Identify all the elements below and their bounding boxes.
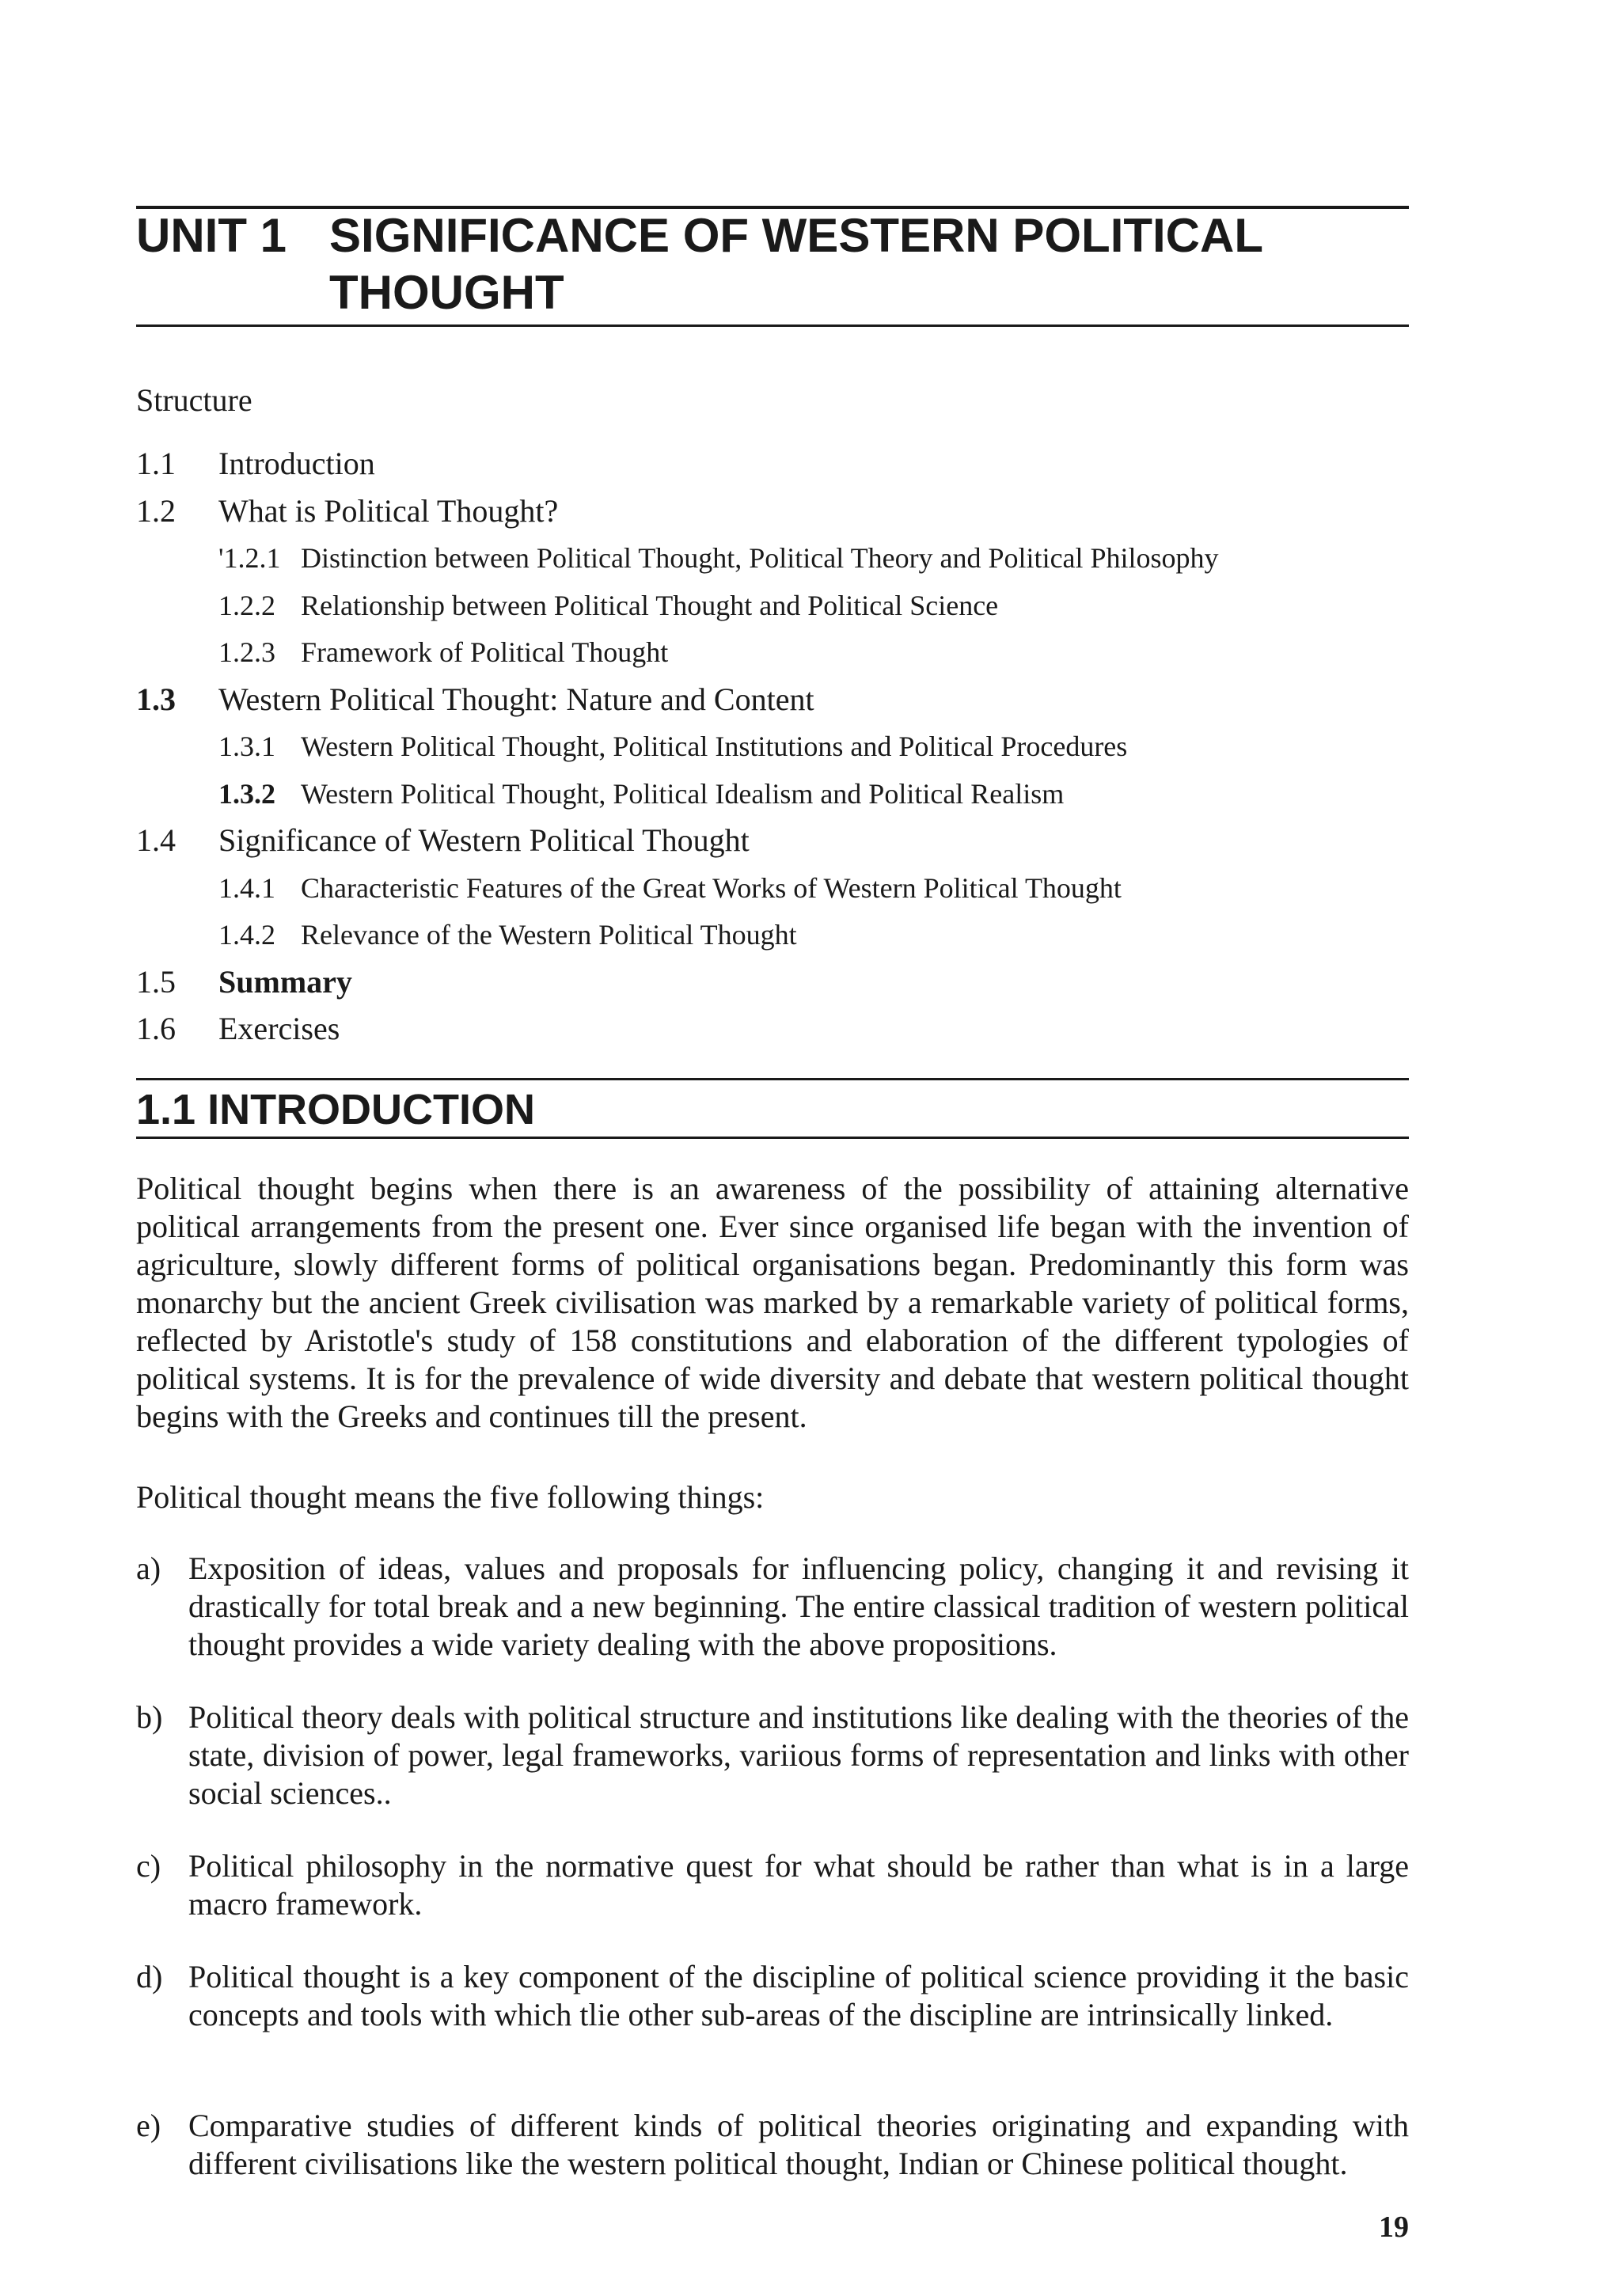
structure-item-number: 1.5 <box>136 963 176 1000</box>
structure-item-label: Significance of Western Political Thought <box>218 822 750 858</box>
list-item-text: Political philosophy in the normative quest for what should be rather than what is in a large macro framework. <box>188 1848 1409 1922</box>
list-item-text: Exposition of ideas, values and proposals for influencing policy, changing it and revising it drastically for total break and a new beginning. The entire classical tradition of western political thought provides a wide variety dealing with the above propositions. <box>188 1550 1409 1662</box>
introduction-paragraph-2: Political thought means the five following things: <box>136 1479 765 1515</box>
introduction-paragraph-1: Political thought begins when there is an awareness of the possibility of attaining alternative political arrangements from the present one. Ever since organised life began with the invention of agriculture, slowly different forms of political organisations began. Predominantly this form was monarchy but the ancient Greek civilisation was marked by a remarkable variety of political forms, reflected by Aristotle's study of 158 constitutions and elaboration of the different typologies of political systems. It is for the prevalence of wide diversity and debate that western political thought begins with the Greeks and continues till the present. <box>136 1171 1409 1434</box>
page-number: 19 <box>1379 2211 1409 2244</box>
structure-item <box>136 869 1418 917</box>
structure-item <box>136 822 1418 869</box>
structure-item-number: 1.2.2 <box>218 589 275 621</box>
structure-item-label: Western Political Thought, Political Idealism and Political Realism <box>301 777 1065 810</box>
structure-item-label: Western Political Thought: Nature and Content <box>218 681 814 717</box>
structure-item-label: Exercises <box>218 1011 340 1046</box>
structure-item-label: Relevance of the Western Political Thought <box>301 919 797 951</box>
structure-item-number: 1.3 <box>136 681 176 717</box>
title-bottom-rule <box>136 324 1409 327</box>
list-marker: e) <box>136 2108 161 2143</box>
structure-item-number: 1.2 <box>136 492 176 529</box>
section-heading-introduction: 1.1 INTRODUCTION <box>136 1086 536 1133</box>
structure-item-label: What is Political Thought? <box>218 492 559 529</box>
structure-item <box>136 539 1418 586</box>
list-item-text: Comparative studies of different kinds of political theories originating and expanding with different civilisations like the western political thought, Indian or Chinese political thought. <box>188 2108 1409 2181</box>
structure-item <box>136 681 1418 728</box>
structure-item <box>136 916 1418 963</box>
list-marker: c) <box>136 1848 161 1884</box>
structure-item <box>136 1010 1418 1057</box>
structure-list <box>136 445 1418 1057</box>
structure-item <box>136 492 1418 540</box>
unit-label: UNIT 1 <box>136 209 287 262</box>
structure-item-number: 1.4.2 <box>218 919 275 951</box>
structure-item-label: Distinction between Political Thought, Political Theory and Political Philosophy <box>301 542 1219 574</box>
unit-title-text: SIGNIFICANCE OF WESTERN POLITICAL THOUGHT <box>329 209 1262 319</box>
structure-heading: Structure <box>136 382 252 418</box>
structure-item-number: 1.1 <box>136 446 176 481</box>
structure-item-label: Relationship between Political Thought and Political Science <box>301 589 999 621</box>
section-bottom-rule <box>136 1137 1409 1139</box>
structure-item <box>136 633 1418 681</box>
structure-item-number: 1.3.1 <box>218 731 275 762</box>
structure-item-label: Framework of Political Thought <box>301 636 669 668</box>
structure-item <box>136 963 1418 1011</box>
structure-item <box>136 727 1418 775</box>
structure-item-number: 1.4.1 <box>218 871 275 904</box>
list-marker: a) <box>136 1550 161 1586</box>
structure-item <box>136 775 1418 822</box>
structure-item-number: 1.2.3 <box>218 636 275 668</box>
list-item-text: Political theory deals with political structure and institutions like dealing with the theories of the state, division of power, legal frameworks, variious forms of representation and links with other social sciences.. <box>188 1699 1409 1811</box>
structure-item-number: '1.2.1 <box>218 542 281 574</box>
list-marker: b) <box>136 1699 163 1735</box>
structure-item-number: 1.6 <box>136 1011 176 1046</box>
structure-item-label: Introduction <box>218 446 375 481</box>
structure-item-label: Summary <box>218 963 352 1000</box>
structure-item-label: Western Political Thought, Political Institutions and Political Procedures <box>301 731 1128 762</box>
structure-item <box>136 445 1418 492</box>
structure-item-number: 1.4 <box>136 822 176 858</box>
list-item-text: Political thought is a key component of the discipline of political science providing it the basic concepts and tools with which tlie other sub-areas of the discipline are intrinsically linked. <box>188 1959 1409 2032</box>
structure-item-label: Characteristic Features of the Great Works of Western Political Thought <box>301 871 1122 904</box>
structure-item <box>136 586 1418 634</box>
section-top-rule <box>136 1078 1409 1080</box>
structure-item-number: 1.3.2 <box>218 777 275 810</box>
list-marker: d) <box>136 1959 163 1994</box>
